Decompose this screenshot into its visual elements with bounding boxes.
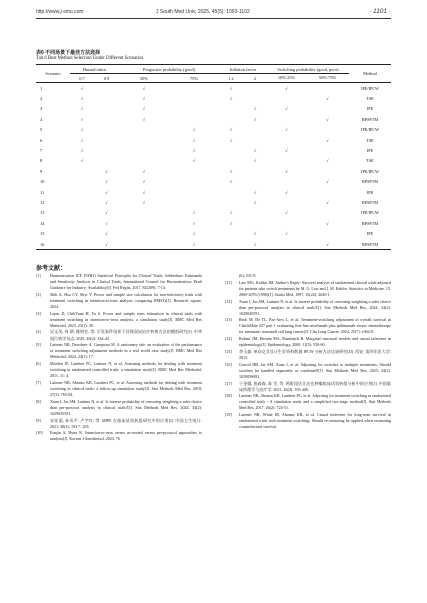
check-cell: √: [80, 137, 84, 143]
check-cell: [243, 93, 267, 103]
method-cell: IPE/IPCW: [361, 210, 379, 216]
check-cell: [267, 135, 306, 145]
table-row: [36, 125, 391, 135]
table-row: [36, 218, 391, 228]
check-cell: √: [105, 168, 108, 174]
check-cell: √: [105, 241, 108, 247]
table-header-row-2: [36, 74, 391, 83]
check-cell: [169, 104, 219, 114]
reference-item: [225, 280, 391, 298]
check-cell: [169, 114, 219, 124]
reference-number: [3]: [36, 310, 41, 316]
method-cell: RPSFTM: [361, 241, 379, 247]
reference-number: [10]: [36, 430, 43, 436]
table-row: [36, 156, 391, 166]
table-body: [36, 83, 391, 250]
subheader: 10%∶25%: [277, 75, 296, 80]
check-cell: √: [142, 189, 146, 195]
check-cell: √: [229, 85, 233, 91]
reference-text: Shih A, Hsu CY, Shyr Y. Power and sample size calculation for non-inferiority trials with treatment switching in intention-to-treat analysis comparing RMSTs[J]. Research square, 2024.: [50, 291, 202, 309]
check-cell: √: [326, 116, 329, 122]
page-number: · 1101 ·: [369, 8, 391, 15]
check-cell: √: [142, 106, 146, 112]
check-cell: √: [142, 179, 146, 185]
check-cell: [119, 228, 169, 238]
table-row: [36, 197, 391, 207]
reference-item: [225, 362, 391, 380]
check-cell: √: [192, 220, 196, 226]
check-cell: [267, 239, 306, 250]
table-row: [36, 177, 391, 187]
subheader: 0.9: [103, 75, 110, 81]
check-cell: [119, 125, 169, 135]
table-row: [36, 228, 391, 238]
check-cell: √: [253, 241, 257, 247]
reference-number: [2]: [36, 291, 41, 297]
method-cell: IPE: [366, 189, 374, 195]
check-cell: √: [80, 148, 84, 154]
check-cell: [119, 239, 169, 250]
check-cell: [70, 166, 94, 176]
scenario-number: 15: [40, 231, 45, 237]
reference-item: [225, 393, 391, 411]
scenario-number: 14: [40, 220, 45, 226]
check-cell: √: [105, 179, 108, 185]
method-cell: TSE: [366, 158, 374, 164]
col-header-scenario: Scenario: [45, 71, 61, 76]
reference-text: 宋佳丽, 孙凤平, 卢宇红, 等. MIPE 在临床试验转组研究中的应用[J]. 中国卫生统计, 2021, 38(2): 193-7, 203.: [50, 417, 202, 429]
check-cell: √: [229, 179, 233, 185]
check-cell: [306, 228, 349, 238]
reference-text: Reck M, De TL, Paz-Ares L, et al. Treatment-switching adjustment of overall survival in CheckMate 227 part 1 evaluating first-line nivolumab plus ipilimumab versus chemotherapy for metastatic nonsmall cell lung cancer[J]. Clin Lung Cancer, 2024, 25(7): e362-8.: [239, 317, 391, 335]
scenario-number: 16: [40, 241, 45, 247]
check-cell: [70, 197, 94, 207]
references-title: 参考文献：: [36, 266, 67, 272]
check-cell: √: [253, 158, 257, 164]
method-cell: TSE: [366, 96, 374, 102]
table-row: [36, 187, 391, 197]
check-cell: [306, 187, 349, 197]
reference-number: [1]: [36, 273, 41, 278]
check-cell: √: [229, 96, 233, 102]
check-cell: [306, 166, 349, 176]
reference-item: [225, 317, 391, 335]
check-cell: [94, 156, 119, 166]
reference-item: [36, 311, 202, 329]
subheader: 75%: [189, 75, 199, 81]
table-header-row-1: [36, 65, 391, 74]
check-cell: [219, 228, 243, 238]
method-cell: TSE: [366, 137, 374, 143]
check-cell: √: [105, 231, 108, 237]
check-cell: √: [192, 231, 196, 237]
scenario-number: 4: [40, 116, 43, 122]
method-cell: RPSFTM: [361, 116, 379, 122]
check-cell: [94, 145, 119, 155]
check-cell: [219, 114, 243, 124]
subheader: 50%∶75%: [318, 75, 337, 80]
reference-text: 于金娥, 倪森森, 陈 笠, 等. 两阶段估计法在肿瘤临床试验转组分析中的应用[J]. 中国临床药理学与治疗学, 2021, 26(4): 395-400.: [239, 380, 391, 392]
check-cell: √: [105, 189, 108, 195]
table-row: [36, 239, 391, 250]
check-cell: √: [80, 127, 84, 133]
check-cell: [243, 208, 267, 218]
check-cell: [94, 125, 119, 135]
subheader: 50%: [139, 75, 149, 81]
check-cell: √: [229, 168, 233, 174]
check-cell: √: [326, 96, 329, 102]
check-cell: √: [253, 106, 257, 112]
reference-number: [8]: [36, 398, 41, 404]
table-caption-cn: 表6 不同场景下最佳方法选择: [36, 50, 101, 56]
check-cell: [243, 135, 267, 145]
check-cell: [243, 177, 267, 187]
check-cell: [219, 156, 243, 166]
reference-number: [13]: [225, 317, 232, 323]
reference-number: [11]: [225, 279, 232, 285]
reference-text: Latimer NR, White IR, Abrams KR, et al. Causal inference for long-term survival in randomised trials with treatment switching: Should re-censoring be applied when estimating counterfactual survival: [239, 412, 391, 430]
reference-text: (6): 531-9.: [239, 273, 257, 278]
header-rule: [36, 18, 391, 19]
check-cell: [306, 104, 349, 114]
scenario-number: 13: [40, 210, 45, 216]
check-cell: √: [142, 96, 146, 102]
reference-number: [17]: [225, 380, 232, 386]
check-cell: √: [80, 106, 84, 112]
col-group-switching: Switching probability (good, poor): [267, 65, 349, 74]
subheader: 2: [253, 75, 257, 81]
table-caption-en: Tab.6 Best Method Selection Under Different Scenarios: [36, 56, 144, 61]
reference-number: [15]: [225, 349, 232, 354]
reference-number: [9]: [36, 417, 41, 423]
reference-number: [4]: [36, 329, 41, 335]
check-cell: [119, 156, 169, 166]
check-cell: [70, 218, 94, 228]
check-cell: [267, 197, 306, 207]
check-cell: √: [253, 199, 257, 205]
check-cell: √: [285, 189, 288, 195]
method-cell: IPE/IPCW: [361, 85, 379, 91]
check-cell: √: [326, 137, 329, 143]
check-cell: √: [142, 168, 146, 174]
reference-text: Xuan J, Jas SM, Latimer N, et al. Is inverse probability of censoring weighting a safer choice than per-protocol analysis in clinical trials?[J]. Stat Methods Med Res, 2024, 34(2): 1029045591.: [50, 398, 202, 416]
scenario-number: 3: [40, 106, 43, 112]
reference-number: [19]: [225, 412, 232, 418]
col-group-inflation: Inflation factor: [219, 65, 267, 74]
check-cell: √: [285, 168, 288, 174]
check-cell: √: [285, 106, 288, 112]
check-cell: [70, 187, 94, 197]
scenario-number: 8: [40, 158, 43, 164]
check-cell: √: [253, 148, 257, 154]
check-cell: [267, 177, 306, 187]
reference-text: Latimer NR, Abrams KR, Lambert PC, et al. Adjusting for treatment switching in randomised controlled trials - A simulation study and a simplified two-stage method[J]. Stat Methods Med Res, 2017, 26(2): 724-51.: [239, 393, 391, 411]
table-row: [36, 114, 391, 124]
check-cell: [169, 166, 219, 176]
reference-text: Harmonisation ICF. E9(R1) Statistical Principles for Clinical Trials: Addendum: Estimands and Sensitivity Analysis in Clinical Trials; International Council for Harmonisation; Draft Guidance for Industry; Availability[J]. Fed Regist, 2017, 82(209): 7-14.: [50, 273, 202, 291]
reference-item: [225, 412, 391, 430]
col-group-hazard: Hazard ratios: [70, 65, 119, 74]
table-row: [36, 208, 391, 218]
reference-item: [36, 292, 202, 310]
check-cell: [70, 208, 94, 218]
check-cell: √: [285, 127, 288, 133]
check-cell: √: [142, 85, 146, 91]
check-cell: √: [192, 241, 196, 247]
method-cell: RPSFTM: [361, 220, 379, 226]
check-cell: [94, 114, 119, 124]
reference-item: [36, 418, 202, 430]
scenario-number: 2: [40, 96, 43, 102]
check-cell: [219, 145, 243, 155]
check-cell: [94, 93, 119, 103]
check-cell: [267, 156, 306, 166]
reference-number: [18]: [225, 393, 232, 399]
table-row: [36, 83, 391, 94]
col-header-method: Method: [363, 71, 377, 76]
reference-number: [6]: [36, 361, 41, 367]
check-cell: [243, 218, 267, 228]
check-cell: [267, 114, 306, 124]
check-cell: √: [326, 241, 329, 247]
references-left-column: [36, 273, 202, 443]
check-cell: [219, 197, 243, 207]
table-row: [36, 93, 391, 103]
method-cell: IPE/IPCW: [361, 168, 379, 174]
reference-text: Morden JP, Lambert PC, Latimer N, et al. Assessing methods for dealing with treatment switching in randomised controlled trials: a simulation study[J]. BMC Med Res Methodol, 2011, 11: 4.: [50, 361, 202, 379]
table-row: [36, 145, 391, 155]
table-row: [36, 135, 391, 145]
method-cell: RPSFTM: [361, 199, 379, 205]
check-cell: √: [229, 127, 233, 133]
running-header: [36, 9, 391, 17]
reference-number: [7]: [36, 379, 41, 385]
method-cell: IPE/IPCW: [361, 127, 379, 133]
check-cell: √: [105, 220, 108, 226]
journal-citation: J South Med Univ, 2025, 45(5): 1093-1102: [156, 9, 250, 15]
check-cell: √: [80, 96, 84, 102]
check-cell: √: [80, 158, 84, 164]
check-cell: [70, 228, 94, 238]
reference-item: [225, 349, 391, 361]
check-cell: [306, 125, 349, 135]
check-cell: √: [80, 116, 84, 122]
scenario-number: 5: [40, 127, 43, 133]
journal-url: http://www.j-smu.com: [36, 9, 84, 15]
method-cell: IPE: [366, 231, 374, 237]
scenario-number: 11: [40, 189, 45, 195]
reference-text: Lejun D, ChihYuan H, Yu S. Power and sample sizes estimation in clinical trials with treatment switching in intention-to-treat analysis: a simulation study[J]. BMC Med Res Methodol, 2023, 23(1): 49.: [50, 310, 202, 328]
check-cell: √: [142, 116, 146, 122]
reference-item: [36, 273, 202, 291]
check-cell: [243, 166, 267, 176]
reference-item: [36, 380, 202, 398]
check-cell: [169, 197, 219, 207]
check-cell: √: [326, 220, 329, 226]
check-cell: √: [229, 220, 233, 226]
reference-text: Law MG, Kaldor JM. Author's Reply: Survival analysis of randomized clinical trials adjusted for patients who switch treatments by M. G. Law and J. M. Kaldor, Statistics in Medicine, 15, 2069-2076 (1996)[J]. Statist Med, 1997, 16(22): 2620-1.: [239, 279, 391, 297]
reference-item: [225, 336, 391, 348]
reference-number: [5]: [36, 342, 41, 348]
check-cell: [267, 218, 306, 228]
references-right-column: [225, 273, 391, 431]
check-cell: √: [253, 116, 257, 122]
check-cell: √: [326, 179, 329, 185]
check-cell: √: [253, 231, 257, 237]
check-cell: √: [105, 210, 108, 216]
reference-text: 吴文凤, 何 朗, 姚明宏, 等. 罕见事件场景下处理双向治疗转换方法的模拟研究[J]. 中华流行病学杂志, 2025, 46(2): 334-44.: [50, 329, 202, 341]
check-cell: [243, 83, 267, 94]
scenario-number: 9: [40, 168, 43, 174]
check-cell: √: [105, 199, 108, 205]
check-cell: √: [229, 210, 233, 216]
check-cell: [119, 208, 169, 218]
check-cell: [119, 218, 169, 228]
reference-number: [12]: [225, 298, 232, 304]
reference-item: [36, 399, 202, 417]
reference-item: [225, 273, 391, 279]
check-cell: [169, 177, 219, 187]
reference-text: Eunjin A, Hyun K. Intention-to-treat versus as-treated versus per-protocol approaches to analysis[J]. Korean J Anesthesiol, 2023, 76: [50, 430, 202, 442]
check-cell: √: [285, 231, 288, 237]
reference-text: Robins JM, Hernán MA, Brumback B. Marginal structural models and causal inference in epidemiology[J]. Epidemiology, 2000, 11(5): 550-60.: [239, 336, 391, 348]
check-cell: [306, 83, 349, 94]
reference-text: Latimer NR, Abrams KR, Lambert PC, et al. Assessing methods for dealing with treatment switching in clinical trials: a follow-up simulation study[J]. Stat Methods Med Res, 2018, 27(3): 765-84.: [50, 379, 202, 398]
check-cell: √: [326, 199, 329, 205]
reference-item: [36, 342, 202, 360]
check-cell: [306, 145, 349, 155]
check-cell: [169, 187, 219, 197]
reference-text: Latimer NR, Dewdney A, Campioni M. A cautionary tale: an evaluation of the performance of treatment switching adjustment methods in a real world case study[J]. BMC Med Res Methodol, 2024, 24(1): 17.: [50, 342, 202, 360]
reference-text: Xuan J, Jas SM, Latimer N, et al. Is inverse probability of censoring weighting a safer choice than per-protocol analysis in clinical trials?[J]. Stat Methods Med Res, 2024, 34(2): 1029045591.: [239, 298, 391, 316]
check-cell: [219, 239, 243, 250]
subheader: 1.2: [228, 75, 234, 81]
reference-item: [36, 329, 202, 341]
reference-item: [225, 381, 391, 393]
check-cell: √: [192, 210, 196, 216]
reference-item: [36, 430, 202, 442]
check-cell: √: [192, 137, 196, 143]
check-cell: √: [253, 189, 257, 195]
check-cell: [169, 93, 219, 103]
check-cell: √: [192, 127, 196, 133]
check-cell: [119, 145, 169, 155]
reference-number: [16]: [225, 361, 232, 367]
check-cell: [219, 104, 243, 114]
check-cell: [94, 104, 119, 114]
check-cell: [306, 208, 349, 218]
check-cell: √: [285, 210, 288, 216]
check-cell: [94, 83, 119, 94]
table-row: [36, 104, 391, 114]
check-cell: [119, 135, 169, 145]
check-cell: √: [229, 137, 233, 143]
method-cell: IPE: [366, 106, 374, 112]
check-cell: [94, 135, 119, 145]
check-cell: [219, 187, 243, 197]
scenario-number: 1: [40, 85, 43, 91]
best-method-table: [36, 64, 391, 250]
check-cell: [243, 125, 267, 135]
reference-item: [36, 361, 202, 379]
check-cell: √: [80, 85, 84, 91]
scenario-number: 10: [40, 179, 45, 185]
check-cell: √: [142, 199, 146, 205]
check-cell: √: [285, 85, 288, 91]
check-cell: [169, 83, 219, 94]
scenario-number: 7: [40, 148, 43, 154]
col-group-prognostic: Prognostic probability (good): [119, 65, 219, 74]
scenario-number: 6: [40, 137, 43, 143]
check-cell: [267, 93, 306, 103]
reference-item: [225, 299, 391, 317]
check-cell: [70, 239, 94, 250]
method-cell: IPE: [366, 148, 374, 154]
reference-text: Gorrod HB, Jas SM, Xuan J, et al. Adjusting for switches to multiple treatments: Should switches be handled separately or combined?[J]. Stat Methods Med Res, 2025, 34(2): 1029056081.: [239, 361, 391, 379]
reference-number: [14]: [225, 336, 232, 342]
reference-text: 李玉森. 单向交叉设计生存资料数据 IPCW 分析方法比较研究[D]. 西安: 第四军医大学, 2013.: [239, 349, 391, 361]
table-row: [36, 166, 391, 176]
check-cell: √: [326, 158, 329, 164]
method-cell: RPSFTM: [361, 179, 379, 185]
check-cell: √: [192, 148, 196, 154]
check-cell: √: [192, 158, 196, 164]
check-cell: [70, 177, 94, 187]
subheader: 0.7: [79, 75, 85, 81]
check-cell: √: [285, 148, 288, 154]
scenario-number: 12: [40, 199, 45, 205]
